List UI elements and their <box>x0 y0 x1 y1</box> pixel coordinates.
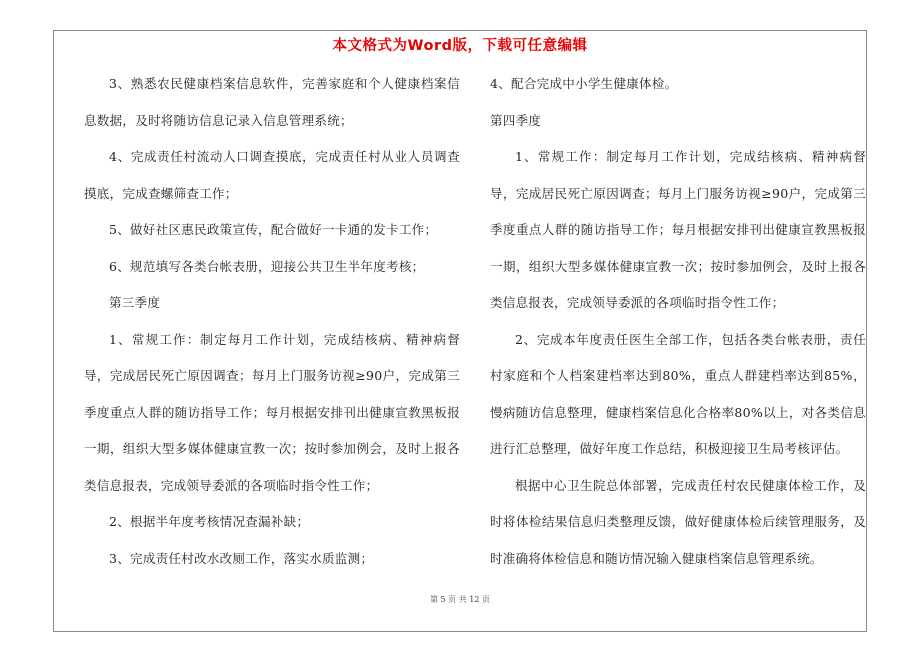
page-number: 第 5 页 共 12 页 <box>430 595 490 604</box>
paragraph: 3、完成责任村改水改厕工作，落实水质监测； <box>109 550 374 566</box>
paragraph: 5、做好社区惠民政策宣传，配合做好一卡通的发卡工作； <box>109 222 438 237</box>
paragraph: 4、配合完成中小学生健康体检。 <box>490 76 678 91</box>
paragraph: 6、规范填写各类台帐表册，迎接公共卫生半年度考核； <box>109 258 425 274</box>
right-column <box>490 66 866 577</box>
header-title: 本文格式为Word版，下载可任意编辑 <box>332 38 588 54</box>
paragraph: 3、熟悉农民健康档案信息软件，完善家庭和个人健康档案信息数据，及时将随访信息记录入信息管理系统； <box>84 76 460 128</box>
paragraph: 1、常规工作：制定每月工作计划，完成结核病、精神病督导，完成居民死亡原因调查；每月上门服务访视≥90户，完成第三季度重点人群的随访指导工作；每月根据安排刊出健康宣教黑板报一期，组织大型多媒体健康宣教一次；按时参加例会，及时上报各类信息报表，完成领导委派的各项临时指令性工作； <box>490 149 866 310</box>
paragraph: 4、完成责任村流动人口调查摸底，完成责任村从业人员调查摸底，完成查螺筛查工作； <box>84 149 460 201</box>
paragraph: 1、常规工作：制定每月工作计划，完成结核病、精神病督导，完成居民死亡原因调查；每月上门服务访视≥90户，完成第三季度重点人群的随访指导工作；每月根据安排刊出健康宣教黑板报一期，组织大型多媒体健康宣教一次；按时参加例会，及时上报各类信息报表，完成领导委派的各项临时指令性工作； <box>84 331 460 493</box>
section-heading: 第四季度 <box>490 112 542 128</box>
paragraph: 根据中心卫生院总体部署，完成责任村农民健康体检工作，及时将体检结果信息归类整理反馈，做好健康体检后续管理服务，及时准确将体检信息和随访情况输入健康档案信息管理系统。 <box>490 477 866 566</box>
section-heading: 第三季度 <box>109 295 161 310</box>
paragraph: 2、根据半年度考核情况查漏补缺； <box>109 514 310 529</box>
paragraph: 2、完成本年度责任医生全部工作，包括各类台帐表册，责任村家庭和个人档案建档率达到80%，重点人群建档率达到85%，慢病随访信息整理，健康档案信息化合格率80%以上，对各类信息进行汇总整理，做好年度工作总结，积极迎接卫生局考核评估。 <box>490 331 866 456</box>
left-column <box>84 66 460 577</box>
